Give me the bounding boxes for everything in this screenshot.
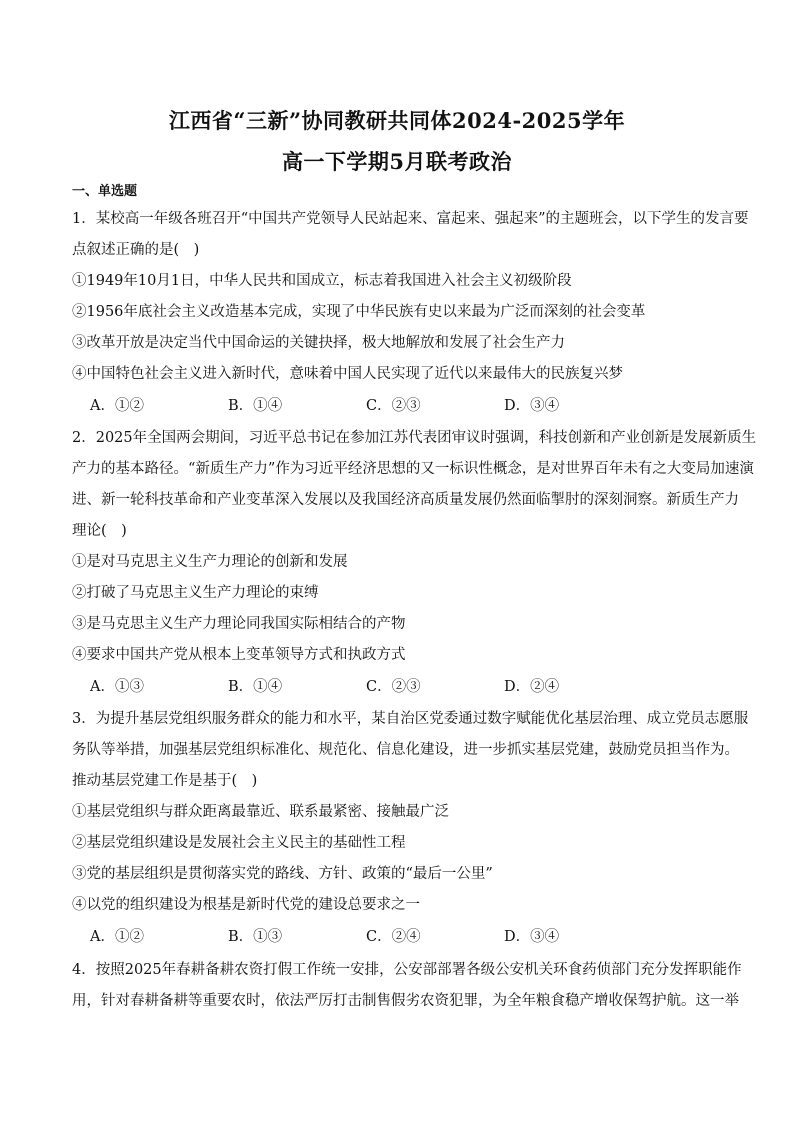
- question-2-options: [90, 675, 642, 696]
- question-1-statement-2: ②1956年底社会主义改造基本完成，实现了中华民族有史以来最为广泛而深刻的社会变革: [72, 304, 646, 320]
- question-2-stem-line-2: 产力的基本路径。“新质生产力”作为习近平经济思想的又一标识性概念，是对世界百年未有之大变局加速演: [72, 461, 754, 477]
- question-2-stem-line-1: 2．2025年全国两会期间，习近平总书记在参加江苏代表团审议时强调，科技创新和产业创新是发展新质生: [72, 430, 757, 446]
- question-2-statement-1: ①是对马克思主义生产力理论的创新和发展: [72, 554, 348, 570]
- option-b[interactable]: B．①④: [228, 398, 283, 414]
- question-1-options: [90, 394, 642, 415]
- option-d[interactable]: D．③④: [504, 929, 560, 945]
- question-2-stem-line-4: 理论( ): [72, 523, 127, 539]
- option-c[interactable]: C．②④: [366, 929, 421, 945]
- option-c[interactable]: C．②③: [366, 398, 421, 414]
- question-3-stem-line-3: 推动基层党建工作是基于( ): [72, 773, 258, 789]
- question-4-stem-line-1: 4．按照2025年春耕备耕农资打假工作统一安排，公安部部署各级公安机关环食药侦部门充分发挥职能作: [72, 962, 742, 978]
- exam-title-line1: 江西省“三新”协同教研共同体2024-2025学年: [168, 108, 626, 133]
- option-a[interactable]: A．①②: [90, 929, 144, 945]
- option-d[interactable]: D．③④: [504, 398, 560, 414]
- question-4-stem-line-2: 用，针对春耕备耕等重要农时，依法严厉打击制售假劣农资犯罪，为全年粮食稳产增收保驾护航。这一举: [72, 993, 739, 1009]
- option-d[interactable]: D．②④: [504, 679, 560, 695]
- question-1-statement-4: ④中国特色社会主义进入新时代，意味着中国人民实现了近代以来最伟大的民族复兴梦: [72, 366, 623, 382]
- question-3-statement-1: ①基层党组织与群众距离最靠近、联系最紧密、接触最广泛: [72, 804, 449, 820]
- section-heading: 一、单选题: [72, 184, 138, 199]
- option-a[interactable]: A．①③: [90, 679, 144, 695]
- question-3-stem-line-2: 务队等举措，加强基层党组织标准化、规范化、信息化建设，进一步抓实基层党建，鼓励党员担当作为。: [72, 742, 739, 758]
- question-3-statement-4: ④以党的组织建设为根基是新时代党的建设总要求之一: [72, 897, 420, 913]
- question-3-stem-line-1: 3．为提升基层党组织服务群众的能力和水平，某自治区党委通过数字赋能优化基层治理、成立党员志愿服: [72, 711, 749, 727]
- question-2-statement-3: ③是马克思主义生产力理论同我国实际相结合的产物: [72, 616, 406, 632]
- question-3-options: [90, 925, 642, 946]
- question-1-stem-line-1: 1．某校高一年级各班召开“中国共产党领导人民站起来、富起来、强起来”的主题班会，以下学生的发言要: [72, 211, 749, 227]
- question-1-statement-1: ①1949年10月1日，中华人民共和国成立，标志着我国进入社会主义初级阶段: [72, 273, 572, 289]
- option-a[interactable]: A．①②: [90, 398, 144, 414]
- question-2-statement-2: ②打破了马克思主义生产力理论的束缚: [72, 585, 319, 601]
- question-2-stem-line-3: 进、新一轮科技革命和产业变革深入发展以及我国经济高质量发展仍然面临掣肘的深刻洞察。新质生产力: [72, 492, 739, 508]
- question-3-statement-2: ②基层党组织建设是发展社会主义民主的基础性工程: [72, 835, 406, 851]
- question-1-statement-3: ③改革开放是决定当代中国命运的关键抉择，极大地解放和发展了社会生产力: [72, 335, 565, 351]
- exam-title-line2: 高一下学期5月联考政治: [281, 149, 513, 174]
- option-b[interactable]: B．①④: [228, 679, 283, 695]
- option-b[interactable]: B．①③: [228, 929, 283, 945]
- question-1-stem-line-2: 点叙述正确的是( ): [72, 242, 200, 258]
- option-c[interactable]: C．②③: [366, 679, 421, 695]
- question-3-statement-3: ③党的基层组织是贯彻落实党的路线、方针、政策的“最后一公里”: [72, 866, 493, 882]
- question-2-statement-4: ④要求中国共产党从根本上变革领导方式和执政方式: [72, 647, 406, 663]
